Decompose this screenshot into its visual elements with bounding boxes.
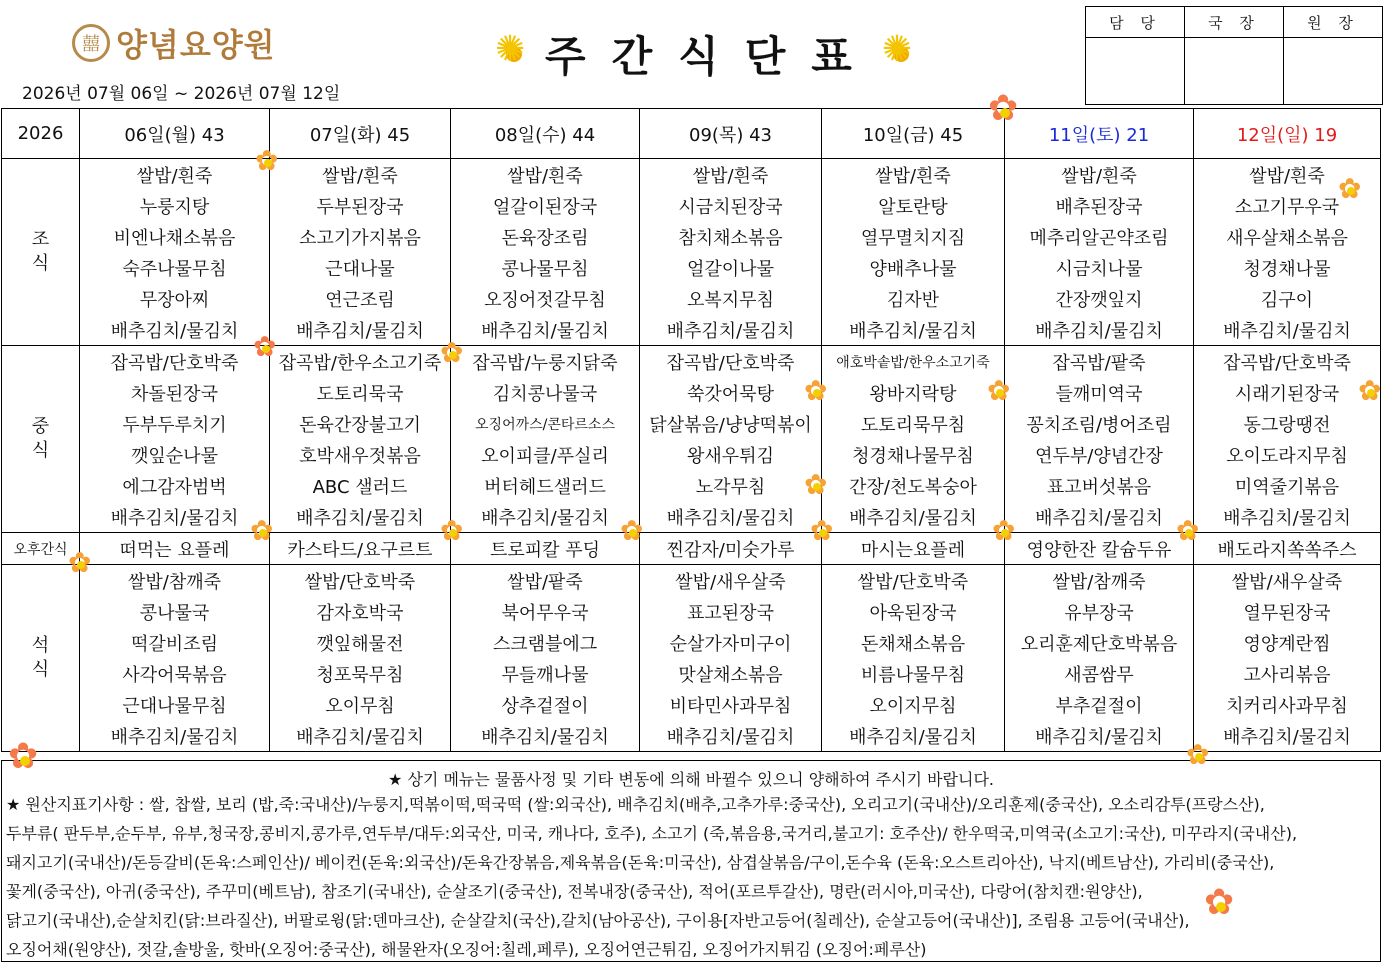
breakfast-row: [2, 159, 1381, 191]
menu-item: 배추김치/물김치: [80, 314, 270, 346]
menu-item: 돈채채소볶음: [822, 627, 1005, 658]
lunch-row: [2, 346, 1381, 378]
menu-item: 상추겉절이: [451, 689, 640, 720]
menu-item: 영양계란찜: [1194, 627, 1381, 658]
day-header: 08일(수) 44: [451, 109, 640, 159]
menu-item: 양배추나물: [822, 252, 1005, 283]
menu-item: 시금치나물: [1005, 252, 1194, 283]
snack-item: 마시는요플레: [822, 533, 1005, 565]
menu-item: 무장아찌: [80, 283, 270, 314]
facility-name: 양념요양원: [116, 26, 276, 64]
menu-item: 김구이: [1194, 283, 1381, 314]
menu-item: 배추김치/물김치: [1005, 314, 1194, 346]
dinner-label: 석 식: [2, 565, 80, 752]
menu-item: 배추김치/물김치: [1194, 720, 1381, 752]
lunch-row: [2, 439, 1381, 470]
menu-item: 쌀밥/참깨죽: [80, 565, 270, 597]
menu-change-notice: ★ 상기 메뉴는 물품사정 및 기타 변동에 의해 바뀔수 있으니 양해하여 주시기 바랍니다.: [388, 770, 994, 789]
menu-item: 닭살볶음/냥냥떡볶이: [640, 408, 822, 439]
menu-item: 동그랑땡전: [1194, 408, 1381, 439]
menu-item: 도토리묵국: [270, 377, 451, 408]
menu-item: 오이피클/푸실리: [451, 439, 640, 470]
origin-line: 돼지고기(국내산)/돈등갈비(돈육:스페인산)/ 베이컨(돈육:외국산)/돈육간장볶음,제육볶음(돈육:미국산), 삼겹살볶음/구이,돈수육 (돈육:오스트리아산), 낙지(베트남산), 가리비(중국산),: [6, 853, 1275, 872]
lunch-label: 중 식: [2, 346, 80, 533]
menu-item: 쌀밥/흰죽: [822, 159, 1005, 191]
header-row: [2, 109, 1381, 159]
menu-item: 연근조림: [270, 283, 451, 314]
menu-item: 새우살채소볶음: [1194, 221, 1381, 252]
menu-item: 두부된장국: [270, 190, 451, 221]
menu-item: 들깨미역국: [1005, 377, 1194, 408]
lunch-row: [2, 470, 1381, 501]
approval-label: 국 장: [1185, 7, 1284, 38]
menu-item: 도토리묵무침: [822, 408, 1005, 439]
menu-item: 알토란탕: [822, 190, 1005, 221]
menu-item: 쌀밥/흰죽: [640, 159, 822, 191]
menu-item: 오징어젓갈무침: [451, 283, 640, 314]
snack-item: 배도라지쏙쏙주스: [1194, 533, 1381, 565]
menu-item: 오이지무침: [822, 689, 1005, 720]
menu-item: 왕바지락탕: [822, 377, 1005, 408]
snack-item: 카스타드/요구르트: [270, 533, 451, 565]
menu-item: 근대나물무침: [80, 689, 270, 720]
menu-item: 호박새우젓볶음: [270, 439, 451, 470]
menu-item: 순살가자미구이: [640, 627, 822, 658]
menu-item: 얼갈이된장국: [451, 190, 640, 221]
menu-item: 청경채나물: [1194, 252, 1381, 283]
menu-item: 에그감자범벅: [80, 470, 270, 501]
menu-item: 오이도라지무침: [1194, 439, 1381, 470]
menu-item: 쌀밥/흰죽: [1005, 159, 1194, 191]
lunch-row: [2, 501, 1381, 533]
menu-item: 표고버섯볶음: [1005, 470, 1194, 501]
snack-item: 트로피칼 푸딩: [451, 533, 640, 565]
facility-logo: [72, 20, 276, 66]
menu-item: 쌀밥/흰죽: [1194, 159, 1381, 191]
menu-item: 유부장국: [1005, 596, 1194, 627]
menu-item: 숙주나물무침: [80, 252, 270, 283]
menu-item: 쌀밥/참깨죽: [1005, 565, 1194, 597]
menu-item: 쌀밥/팥죽: [451, 565, 640, 597]
menu-item: 참치채소볶음: [640, 221, 822, 252]
menu-item: 스크램블에그: [451, 627, 640, 658]
approval-box: [1085, 6, 1383, 105]
notice-box: [1, 760, 1381, 962]
menu-item: 미역줄기볶음: [1194, 470, 1381, 501]
menu-item: 쑥갓어묵탕: [640, 377, 822, 408]
menu-item: 열무멸치지짐: [822, 221, 1005, 252]
menu-item: ABC 샐러드: [270, 470, 451, 501]
menu-item: 맛살채소볶음: [640, 658, 822, 689]
menu-item: 배추김치/물김치: [270, 314, 451, 346]
menu-item: 시래기된장국: [1194, 377, 1381, 408]
logo-emblem-icon: 囍: [72, 24, 110, 62]
menu-item: 부추겉절이: [1005, 689, 1194, 720]
menu-item: 배추된장국: [1005, 190, 1194, 221]
origin-line: 꽃게(중국산), 아귀(중국산), 주꾸미(베트남), 참조기(국내산), 순살조기(중국산), 전복내장(중국산), 적어(포르투갈산), 명란(러시아,미국산), 다랑어(참치캔:원양산),: [6, 882, 1143, 901]
snack-label: 오후간식: [2, 533, 80, 565]
weekly-menu-table: [1, 108, 1381, 752]
menu-item: 감자호박국: [270, 596, 451, 627]
menu-item: 버터헤드샐러드: [451, 470, 640, 501]
breakfast-label: 조 식: [2, 159, 80, 346]
menu-item: 배추김치/물김치: [1005, 720, 1194, 752]
menu-item: 잡곡밥/단호박죽: [640, 346, 822, 378]
menu-item: 쌀밥/흰죽: [80, 159, 270, 191]
menu-item: 사각어묵볶음: [80, 658, 270, 689]
snack-item: 찐감자/미숫가루: [640, 533, 822, 565]
menu-item: 배추김치/물김치: [1194, 501, 1381, 533]
menu-item: 시금치된장국: [640, 190, 822, 221]
menu-item: 김자반: [822, 283, 1005, 314]
menu-item: 간장깻잎지: [1005, 283, 1194, 314]
dinner-row: [2, 720, 1381, 752]
menu-item: 배추김치/물김치: [270, 720, 451, 752]
menu-item: 깻잎해물전: [270, 627, 451, 658]
menu-item: 배추김치/물김치: [80, 501, 270, 533]
menu-item: 쌀밥/흰죽: [270, 159, 451, 191]
signature-cell: [1086, 38, 1185, 105]
signature-cell: [1284, 38, 1383, 105]
menu-item: 배추김치/물김치: [822, 720, 1005, 752]
day-header-sunday: 12일(일) 19: [1194, 109, 1381, 159]
dinner-row: [2, 627, 1381, 658]
menu-item: 쌀밥/단호박죽: [270, 565, 451, 597]
menu-item: 고사리볶음: [1194, 658, 1381, 689]
menu-item: 청포묵무침: [270, 658, 451, 689]
breakfast-row: [2, 314, 1381, 346]
menu-item: 소고기가지볶음: [270, 221, 451, 252]
day-header: 06일(월) 43: [80, 109, 270, 159]
origin-line: 닭고기(국내산),순살치킨(닭:브라질산), 버팔로윙(닭:덴마크산), 순살갈치(국산),갈치(남아공산), 구이용[자반고등어(칠레산), 순살고등어(국내산)], 조림용 고등어(국내산),: [6, 911, 1190, 930]
menu-item: 애호박솥밥/한우소고기죽: [822, 346, 1005, 378]
dinner-row: [2, 658, 1381, 689]
dinner-row: [2, 596, 1381, 627]
menu-item: 깻잎순나물: [80, 439, 270, 470]
menu-item: 왕새우튀김: [640, 439, 822, 470]
breakfast-row: [2, 252, 1381, 283]
menu-item: 김치콩나물국: [451, 377, 640, 408]
menu-item: 배추김치/물김치: [640, 501, 822, 533]
menu-item: 청경채나물무침: [822, 439, 1005, 470]
approval-label: 원 장: [1284, 7, 1383, 38]
page-title: [495, 24, 920, 84]
breakfast-row: [2, 283, 1381, 314]
day-header-saturday: 11일(토) 21: [1005, 109, 1194, 159]
menu-item: 배추김치/물김치: [1194, 314, 1381, 346]
menu-item: 배추김치/물김치: [451, 720, 640, 752]
menu-item: 배추김치/물김치: [451, 314, 640, 346]
dinner-row: [2, 565, 1381, 597]
menu-item: 오리훈제단호박볶음: [1005, 627, 1194, 658]
menu-item: 잡곡밥/팥죽: [1005, 346, 1194, 378]
menu-item: 쌀밥/새우살죽: [1194, 565, 1381, 597]
menu-item: 배추김치/물김치: [270, 501, 451, 533]
menu-item: 누룽지탕: [80, 190, 270, 221]
menu-item: 치커리사과무침: [1194, 689, 1381, 720]
sun-icon: [882, 35, 920, 73]
menu-item: 꽁치조림/병어조림: [1005, 408, 1194, 439]
menu-item: 콩나물무침: [451, 252, 640, 283]
menu-item: 표고된장국: [640, 596, 822, 627]
lunch-row: [2, 377, 1381, 408]
menu-item: 소고기무우국: [1194, 190, 1381, 221]
dinner-row: [2, 689, 1381, 720]
title-text: 주간식단표: [545, 32, 878, 81]
origin-line: 오징어채(원양산), 젓갈,솔방울, 핫바(오징어:중국산), 해물완자(오징어:칠레,페루), 오징어연근튀김, 오징어가지튀김 (오징어:페루산): [6, 940, 927, 959]
menu-item: 차돌된장국: [80, 377, 270, 408]
menu-item: 잡곡밥/단호박죽: [1194, 346, 1381, 378]
menu-item: 배추김치/물김치: [640, 314, 822, 346]
approval-label: 담 당: [1086, 7, 1185, 38]
origin-line: 두부류( 판두부,순두부, 유부,청국장,콩비지,콩가루,연두부/대두:외국산, 미국, 캐나다, 호주), 소고기 (죽,볶음용,국거리,불고기: 호주산)/ 한우떡국,미역국(소고기:국산), 미꾸라지(국내산),: [6, 824, 1298, 843]
menu-item: 쌀밥/단호박죽: [822, 565, 1005, 597]
menu-period: 2026년 07월 06일 ~ 2026년 07월 12일: [22, 84, 341, 104]
menu-item: 메추리알곤약조림: [1005, 221, 1194, 252]
menu-item: 무들깨나물: [451, 658, 640, 689]
menu-item: 열무된장국: [1194, 596, 1381, 627]
day-header: 09(목) 43: [640, 109, 822, 159]
menu-item: 간장/천도복숭아: [822, 470, 1005, 501]
sun-icon: [495, 35, 533, 73]
breakfast-row: [2, 221, 1381, 252]
menu-item: 돈육간장불고기: [270, 408, 451, 439]
snack-row: [2, 533, 1381, 565]
menu-item: 비타민사과무침: [640, 689, 822, 720]
year-cell: 2026: [2, 109, 80, 159]
menu-item: 배추김치/물김치: [640, 720, 822, 752]
menu-item: 오복지무침: [640, 283, 822, 314]
day-header: 07일(화) 45: [270, 109, 451, 159]
snack-item: 떠먹는 요플레: [80, 533, 270, 565]
menu-item: 아욱된장국: [822, 596, 1005, 627]
menu-item: 배추김치/물김치: [1005, 501, 1194, 533]
menu-item: 배추김치/물김치: [822, 501, 1005, 533]
menu-item: 잡곡밥/단호박죽: [80, 346, 270, 378]
menu-item: 쌀밥/새우살죽: [640, 565, 822, 597]
menu-item: 노각무침: [640, 470, 822, 501]
snack-item: 영양한잔 칼슘두유: [1005, 533, 1194, 565]
origin-line: ★ 원산지표기사항 : 쌀, 찹쌀, 보리 (밥,죽:국내산)/누룽지,떡볶이떡,떡국떡 (쌀:외국산), 배추김치(배추,고추가루:중국산), 오리고기(국내산)/오리훈제(중국산), 오소리감투(프랑스산),: [6, 795, 1265, 814]
menu-item: 콩나물국: [80, 596, 270, 627]
menu-item: 비름나물무침: [822, 658, 1005, 689]
menu-item: 돈육장조림: [451, 221, 640, 252]
day-header: 10일(금) 45: [822, 109, 1005, 159]
menu-item: 잡곡밥/한우소고기죽: [270, 346, 451, 378]
menu-item: 북어무우국: [451, 596, 640, 627]
menu-item: 두부두루치기: [80, 408, 270, 439]
menu-item: 오징어까스/콘타르소스: [451, 408, 640, 439]
menu-item: 비엔나채소볶음: [80, 221, 270, 252]
menu-item: 배추김치/물김치: [451, 501, 640, 533]
menu-item: 떡갈비조림: [80, 627, 270, 658]
breakfast-row: [2, 190, 1381, 221]
menu-item: 연두부/양념간장: [1005, 439, 1194, 470]
menu-item: 배추김치/물김치: [822, 314, 1005, 346]
menu-item: 새콤쌈무: [1005, 658, 1194, 689]
signature-cell: [1185, 38, 1284, 105]
menu-item: 오이무침: [270, 689, 451, 720]
menu-item: 얼갈이나물: [640, 252, 822, 283]
menu-item: 근대나물: [270, 252, 451, 283]
menu-item: 쌀밥/흰죽: [451, 159, 640, 191]
menu-item: 배추김치/물김치: [80, 720, 270, 752]
menu-item: 잡곡밥/누룽지닭죽: [451, 346, 640, 378]
lunch-row: [2, 408, 1381, 439]
